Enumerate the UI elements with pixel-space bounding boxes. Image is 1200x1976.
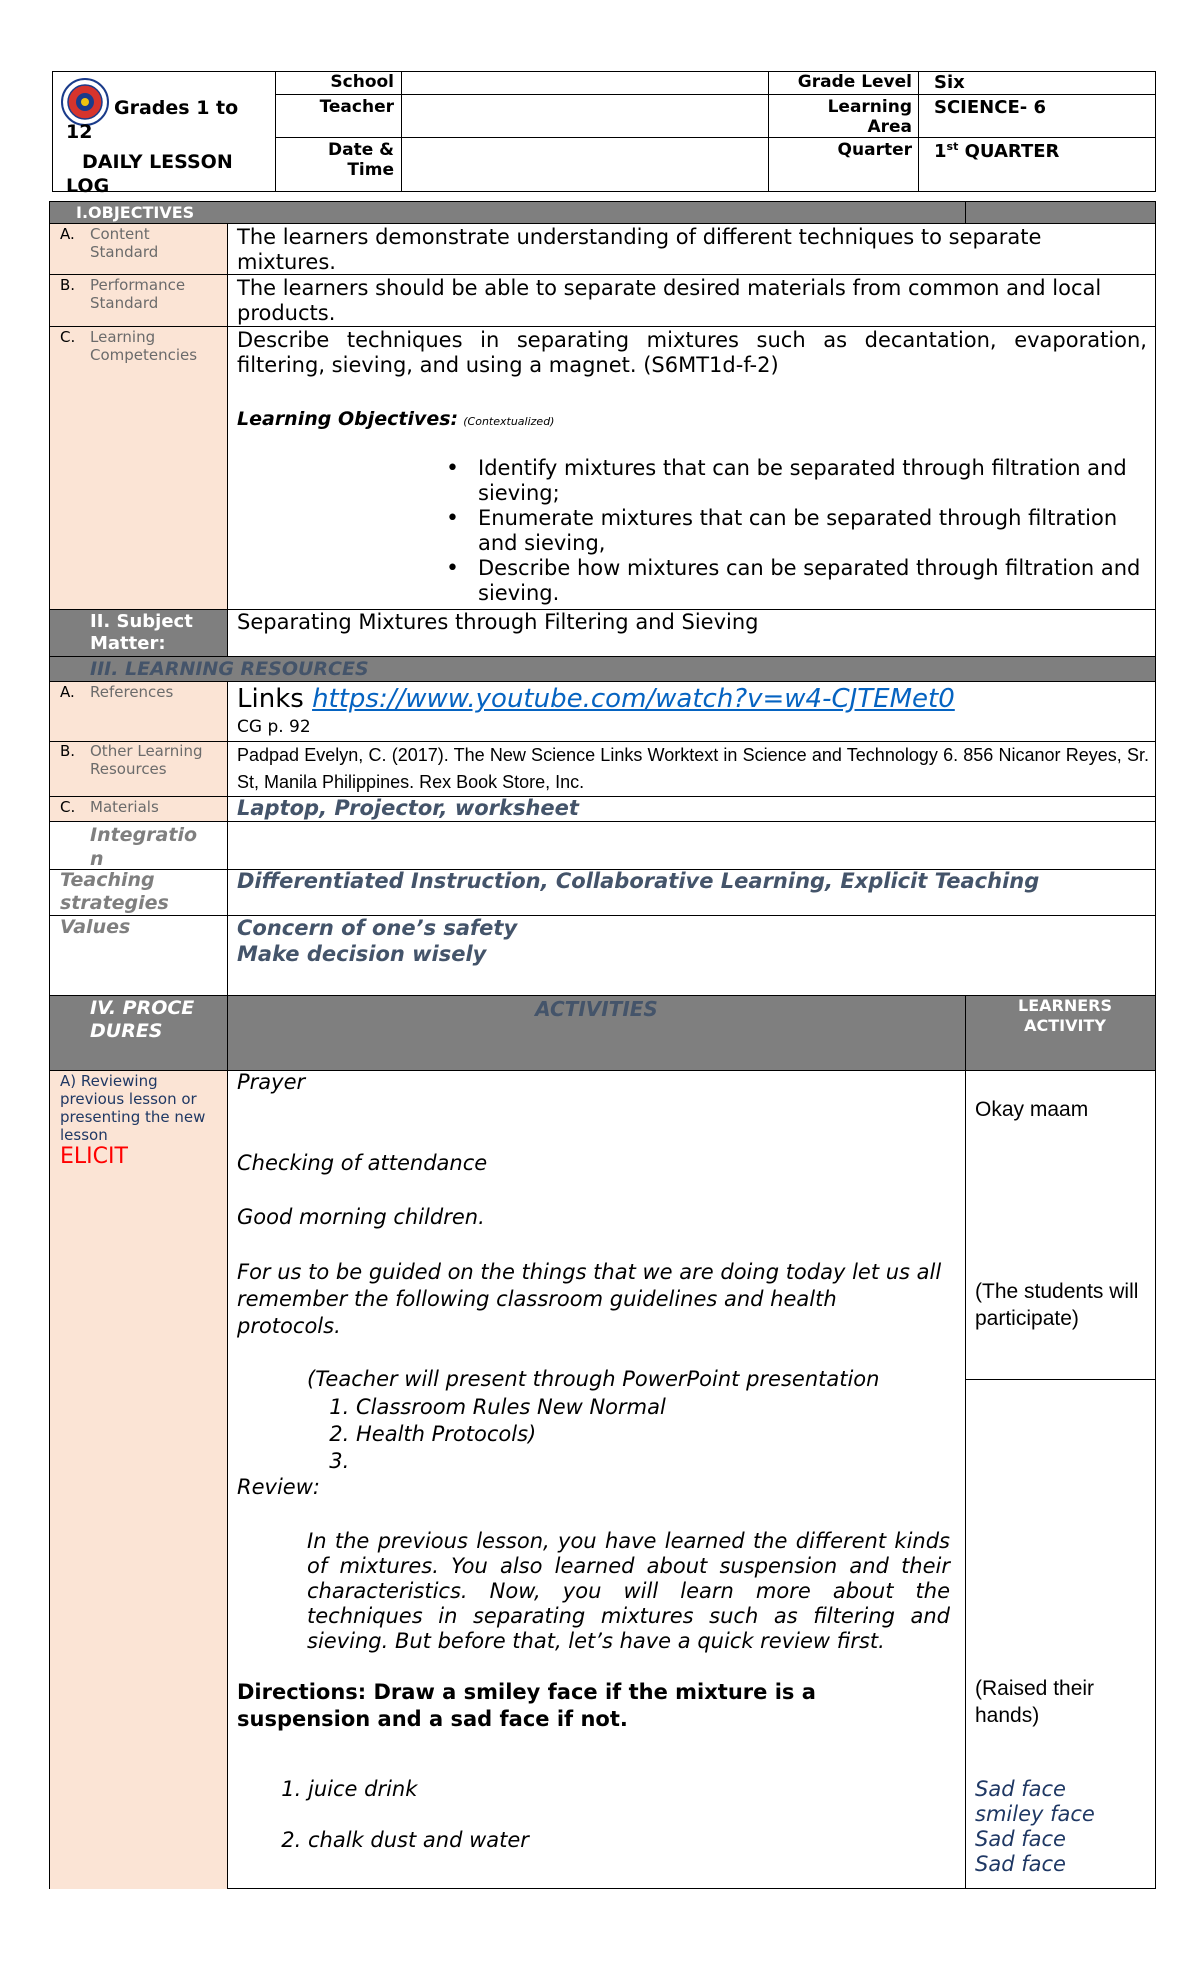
list-item: 2. Health Protocols)	[356, 1421, 666, 1448]
procedure-a-label-cell	[50, 1071, 227, 1889]
learning-objectives-note: (Contextualized)	[463, 415, 555, 428]
label-letter: C.	[60, 328, 76, 346]
list-item: 1. Classroom Rules New Normal	[356, 1394, 666, 1421]
divider	[50, 821, 1155, 822]
teaching-strategies-label: Teaching strategies	[60, 869, 169, 914]
ppt-note: (Teacher will present through PowerPoint presentation	[307, 1367, 880, 1391]
other-resources-text: Padpad Evelyn, C. (2017). The New Science Links Worktext in Science and Technology 6. 856 Nicanor Reyes, Sr. St, Manila Philippines. Rex Book Store, Inc.	[237, 745, 1149, 792]
values-line2: Make decision wisely	[237, 942, 487, 966]
procedure-a-label: A) Reviewing previous lesson or presenting the new lesson	[60, 1072, 206, 1144]
grade-level-label: Grade Level	[797, 72, 912, 92]
divider	[965, 202, 966, 224]
list-item: • Identify mixtures that can be separated through filtration and sieving;	[478, 456, 1148, 506]
divider	[50, 915, 1155, 916]
subject-matter-label: II. Subject Matter:	[90, 611, 193, 654]
quarter-label: Quarter	[837, 140, 912, 160]
greeting-text: Good morning children.	[237, 1205, 485, 1229]
divider	[275, 137, 1156, 138]
performance-standard-text: The learners should be able to separate desired materials from common and local products.	[237, 276, 1102, 325]
list-item: • Describe how mixtures can be separated through filtration and sieving.	[478, 556, 1148, 606]
learners-activity-heading: LEARNERS ACTIVITY	[1018, 996, 1112, 1035]
attendance-text: Checking of attendance	[237, 1151, 488, 1175]
label-letter: A.	[60, 225, 75, 243]
dll-title-line1: Grades 1 to 12	[66, 97, 239, 143]
review-label: Review:	[237, 1475, 320, 1499]
quarter-text: QUARTER	[958, 141, 1060, 162]
references-label	[60, 683, 225, 701]
quarter-sup: st	[946, 140, 959, 153]
divider	[227, 224, 228, 996]
divider	[227, 996, 228, 1889]
learning-area-label: Learning Area	[827, 97, 912, 137]
objectives-heading-row	[50, 202, 1155, 224]
content-standard-text: The learners demonstrate understanding of different techniques to separate mixtures.	[237, 225, 1042, 274]
learner-answer: Sad face	[975, 1827, 1066, 1851]
divider	[768, 71, 769, 192]
divider	[275, 71, 276, 192]
label-letter: A.	[60, 683, 75, 701]
materials-label	[60, 798, 225, 816]
teacher-field[interactable]	[406, 97, 762, 135]
subject-matter-value: Separating Mixtures through Filtering and Sieving	[237, 610, 759, 634]
ppt-list	[320, 1394, 666, 1475]
elicit-tag: ELICIT	[60, 1144, 128, 1169]
other-resources-label	[60, 742, 225, 778]
performance-standard-label	[60, 276, 225, 312]
content-standard-label	[60, 225, 225, 261]
prayer-text: Prayer	[237, 1070, 306, 1094]
learner-participate: (The students will participate)	[975, 1280, 1139, 1330]
school-field[interactable]	[406, 72, 762, 92]
learner-answer: Sad face	[975, 1852, 1066, 1876]
school-label: School	[330, 72, 394, 92]
links-word: Links	[237, 684, 313, 714]
references-label-text: References	[90, 683, 174, 701]
learner-raised: (Raised their hands)	[975, 1677, 1095, 1727]
teacher-label: Teacher	[319, 97, 394, 117]
divider	[401, 71, 402, 192]
learner-okay: Okay maam	[975, 1098, 1089, 1121]
dll-title	[66, 96, 266, 198]
divider	[918, 71, 919, 192]
youtube-link[interactable]: https://www.youtube.com/watch?v=w4-CJTEMet0	[312, 684, 955, 714]
values-line1: Concern of one’s safety	[237, 916, 518, 940]
learner-answer: Sad face	[975, 1777, 1066, 1801]
grade-level-value: Six	[934, 72, 965, 93]
quarter-num: 1	[934, 141, 947, 162]
list-item: 2. chalk dust and water	[308, 1828, 529, 1853]
list-item: • Enumerate mixtures that can be separated through filtration and sieving,	[478, 506, 1148, 556]
learning-competencies-text: Describe techniques in separating mixtures such as decantation, evaporation, filtering, sieving, and using a magnet. (S6MT1d-f-2)	[237, 328, 1147, 377]
date-time-field[interactable]	[406, 140, 762, 188]
divider	[50, 796, 1155, 797]
divider	[275, 94, 1156, 95]
guidelines-text: For us to be guided on the things that we are doing today let us all remember the following classroom guidelines and health protocols.	[237, 1260, 942, 1338]
list-item: 1. juice drink	[308, 1777, 529, 1802]
label-letter: B.	[60, 276, 76, 294]
directions-text: Directions: Draw a smiley face if the mixture is a suspension and a sad face if not.	[237, 1680, 816, 1731]
learning-objectives-label: Learning Objectives:	[237, 408, 459, 430]
review-text: In the previous lesson, you have learned the different kinds of mixtures. You also learned about suspension and their characteristics. Now, you will learn more about the techniques in separating mixtures such as filtering and sieving. But before that, let’s have a quick review first.	[307, 1529, 950, 1653]
objectives-heading: I.OBJECTIVES	[76, 203, 195, 222]
learner-answers	[975, 1777, 1095, 1877]
learning-competencies-label-text: Learning Competencies	[90, 328, 198, 364]
procedures-heading: IV. PROCEDURES	[90, 997, 195, 1042]
integration-label: Integration	[90, 824, 198, 870]
divider	[965, 996, 966, 1889]
dll-title-line2: DAILY LESSON LOG	[66, 151, 233, 197]
date-time-label: Date & Time	[328, 140, 394, 180]
label-letter: C.	[60, 798, 76, 816]
list-item	[356, 1448, 666, 1475]
divider	[966, 1379, 1155, 1380]
content-standard-label-text: Content Standard	[90, 225, 159, 261]
quarter-value	[934, 140, 1059, 162]
learning-objectives-list	[478, 456, 1148, 606]
other-resources-label-text: Other Learning Resources	[90, 742, 203, 778]
learning-area-value: SCIENCE- 6	[934, 97, 1046, 118]
quiz-list	[270, 1777, 529, 1853]
materials-label-text: Materials	[90, 798, 159, 816]
resources-heading: III. LEARNING RESOURCES	[90, 658, 369, 680]
values-label: Values	[60, 916, 131, 938]
divider	[50, 326, 1155, 327]
materials-value: Laptop, Projector, worksheet	[237, 796, 579, 820]
performance-standard-label-text: Performance Standard	[90, 276, 186, 312]
learning-competencies-label	[60, 328, 225, 364]
learning-objectives-heading	[237, 408, 554, 430]
teaching-strategies-value: Differentiated Instruction, Collaborative Learning, Explicit Teaching	[237, 869, 1040, 893]
cg-page: CG p. 92	[237, 717, 311, 737]
label-letter: B.	[60, 742, 76, 760]
learner-answer: smiley face	[975, 1802, 1095, 1826]
activities-heading: ACTIVITIES	[535, 997, 658, 1021]
references-links	[237, 683, 1147, 715]
